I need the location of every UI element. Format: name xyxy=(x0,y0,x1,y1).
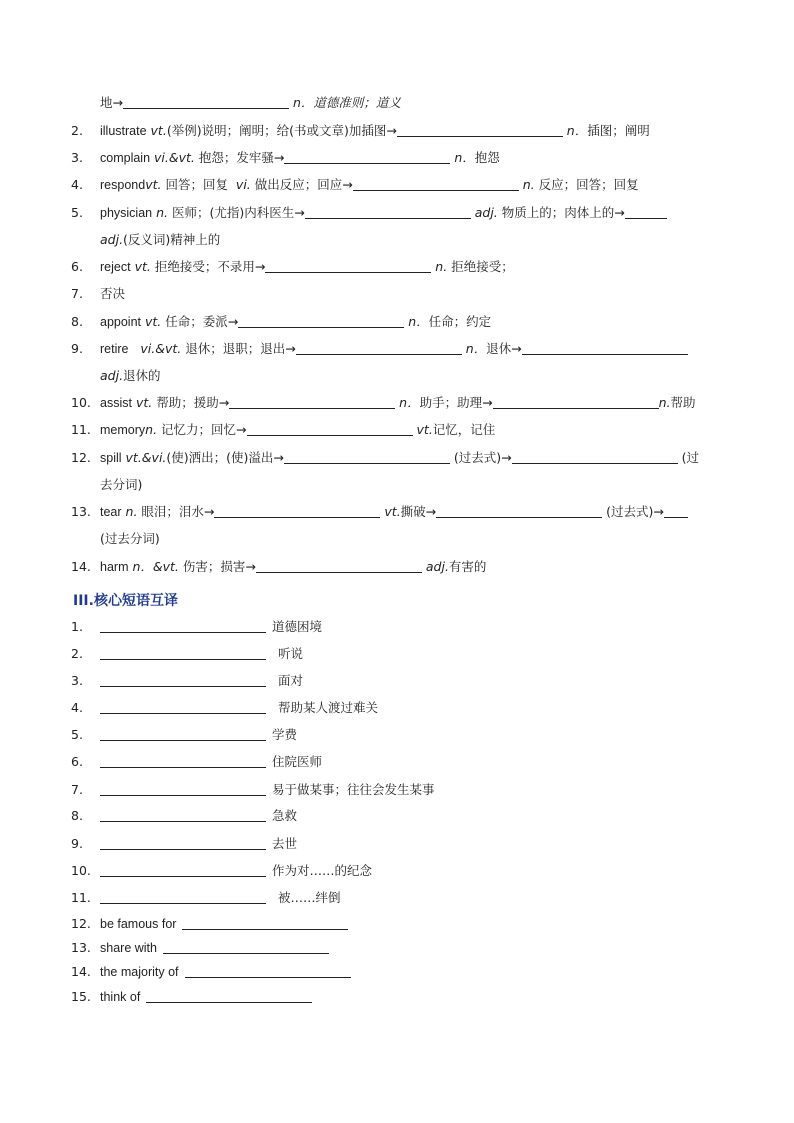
answer-blank[interactable] xyxy=(522,340,688,355)
suffix-meaning: 反应；回答；回复 xyxy=(538,177,639,192)
suffix-pos: vt. xyxy=(416,422,433,437)
answer-blank[interactable] xyxy=(100,781,266,796)
word: illustrate xyxy=(100,124,147,138)
suffix-pos: n. xyxy=(435,259,448,274)
phrase-text: 住院医师 xyxy=(272,754,323,769)
suffix-meaning: 撕破→ xyxy=(400,504,437,519)
suffix-meaning: 助手；助理→ xyxy=(419,395,493,410)
item-number: 2. xyxy=(71,123,83,138)
part-of-speech: vt. xyxy=(134,259,151,274)
phrase-text: 被……绊倒 xyxy=(278,890,341,905)
word: tear xyxy=(100,505,122,519)
phrase-text: 听说 xyxy=(278,646,304,661)
section-heading: III.核心短语互译 xyxy=(73,593,178,609)
suffix-meaning: (过去式)→ xyxy=(453,450,512,465)
answer-blank[interactable] xyxy=(146,988,312,1003)
item-number: 11. xyxy=(71,422,91,437)
end-meaning: 帮助 xyxy=(670,395,696,410)
item-number: 4. xyxy=(71,700,83,715)
phrase-content xyxy=(100,861,372,881)
answer-blank[interactable] xyxy=(100,618,266,633)
phrase-content xyxy=(100,806,297,826)
item-text: 否决 xyxy=(100,286,126,301)
suffix-pos: n． xyxy=(465,341,487,356)
meaning-2: 做出反应；回应→ xyxy=(254,177,353,192)
item-number: 8. xyxy=(71,808,83,823)
meaning: 任命；委派→ xyxy=(165,314,239,329)
answer-blank[interactable] xyxy=(256,558,422,573)
phrase-text: 学费 xyxy=(272,727,298,742)
answer-blank[interactable] xyxy=(123,94,289,109)
answer-blank[interactable] xyxy=(214,503,380,518)
item-number: 15. xyxy=(71,989,91,1004)
phrase-text: share with xyxy=(100,941,157,955)
suffix-meaning: 插图；阐明 xyxy=(587,123,650,138)
answer-blank[interactable] xyxy=(100,862,266,877)
answer-blank[interactable] xyxy=(100,672,266,687)
phrase-text: 急救 xyxy=(272,808,298,823)
meaning: 眼泪；泪水→ xyxy=(141,504,215,519)
word: memory xyxy=(100,423,146,437)
phrase-content xyxy=(100,834,297,854)
item-number: 10. xyxy=(71,395,91,410)
suffix-pos: vt. xyxy=(384,504,401,519)
word: respond xyxy=(100,178,146,192)
answer-blank[interactable] xyxy=(265,258,431,273)
answer-blank[interactable] xyxy=(100,889,266,904)
word-item-text: 地→ n．道德准则；道义 xyxy=(100,95,401,110)
phrase-text: 去世 xyxy=(272,836,298,851)
meaning: (举例)说明；阐明；给(书或文章)加插图→ xyxy=(166,123,397,138)
answer-blank[interactable] xyxy=(284,149,450,164)
word: harm xyxy=(100,560,129,574)
item-number: 4. xyxy=(71,177,83,192)
answer-blank[interactable] xyxy=(436,503,602,518)
line2-meaning: 退休的 xyxy=(123,368,161,383)
word: appoint xyxy=(100,315,142,329)
phrase-text: be famous for xyxy=(100,917,177,931)
phrase-text: 道德困境 xyxy=(272,619,323,634)
suffix-pos: n． xyxy=(408,314,429,329)
phrase-content xyxy=(100,752,322,772)
phrase-content xyxy=(100,617,322,637)
answer-blank[interactable] xyxy=(512,449,678,464)
answer-blank[interactable] xyxy=(296,340,462,355)
word: spill xyxy=(100,451,122,465)
answer-blank[interactable] xyxy=(353,176,519,191)
item-number: 12. xyxy=(71,916,91,931)
item-number: 9. xyxy=(71,341,83,356)
item-number: 2. xyxy=(71,646,83,661)
item-number: 7. xyxy=(71,286,83,301)
item-number: 1. xyxy=(71,619,83,634)
phrase-content xyxy=(100,671,303,691)
answer-blank[interactable] xyxy=(100,699,266,714)
phrase-content xyxy=(100,987,312,1007)
word: physician xyxy=(100,206,153,220)
answer-blank[interactable] xyxy=(247,421,413,436)
part-of-speech: vi.&vt. xyxy=(154,150,195,165)
phrase-content xyxy=(100,962,351,982)
line2-meaning: 去分词) xyxy=(100,477,143,492)
item-number: 8. xyxy=(71,314,83,329)
suffix-meaning: 抱怨 xyxy=(474,150,500,165)
item-number: 5. xyxy=(71,727,83,742)
meaning: 抱怨；发牢骚→ xyxy=(198,150,285,165)
meaning: 伤害；损害→ xyxy=(182,559,256,574)
line2-meaning: (过去分词) xyxy=(100,531,160,546)
line2-pos: adj. xyxy=(100,368,124,383)
end-meaning: (过 xyxy=(681,450,699,465)
answer-blank[interactable] xyxy=(163,939,329,954)
part-of-speech: n. xyxy=(125,504,138,519)
answer-blank[interactable] xyxy=(100,835,266,850)
phrase-content xyxy=(100,914,348,934)
phrase-content xyxy=(100,725,297,745)
meaning: 医师；(尤指)内科医生→ xyxy=(172,205,305,220)
word: complain xyxy=(100,151,151,165)
item-number: 6. xyxy=(71,754,83,769)
meaning: (使)洒出；(使)溢出→ xyxy=(166,450,284,465)
answer-blank[interactable] xyxy=(182,915,348,930)
item-number: 11. xyxy=(71,890,91,905)
suffix-pos: adj. xyxy=(474,205,498,220)
end-meaning: (过去式)→ xyxy=(606,504,664,519)
part-of-speech: vt. xyxy=(145,177,162,192)
suffix-pos: n． xyxy=(399,395,420,410)
answer-blank[interactable] xyxy=(625,204,667,219)
part-of-speech: n. xyxy=(156,205,169,220)
suffix-meaning: 物质上的；肉体上的→ xyxy=(501,205,625,220)
answer-blank[interactable] xyxy=(100,645,266,660)
suffix-meaning: 拒绝接受； xyxy=(451,259,514,274)
answer-blank[interactable] xyxy=(100,726,266,741)
item-number: 3. xyxy=(71,673,83,688)
item-number: 13. xyxy=(71,940,91,955)
answer-blank[interactable] xyxy=(100,807,266,822)
answer-blank[interactable] xyxy=(238,313,404,328)
suffix-pos: n． xyxy=(454,150,475,165)
part-of-speech: n．&vt. xyxy=(132,559,179,574)
phrase-content xyxy=(100,644,303,664)
answer-blank[interactable] xyxy=(100,753,266,768)
phrase-content xyxy=(100,938,329,958)
part-of-speech: vt. xyxy=(150,123,167,138)
meaning: 记忆力；回忆→ xyxy=(161,422,247,437)
answer-blank[interactable] xyxy=(305,204,471,219)
item-number: 6. xyxy=(71,259,83,274)
part-of-speech-2: vi. xyxy=(235,177,251,192)
suffix-meaning: 退休→ xyxy=(486,341,522,356)
phrase-content xyxy=(100,698,378,718)
word: reject xyxy=(100,260,131,274)
suffix-pos: n． xyxy=(566,123,588,138)
part-of-speech: n. xyxy=(145,422,158,437)
item-number: 14. xyxy=(71,559,91,574)
phrase-text: 作为对……的纪念 xyxy=(272,863,373,878)
answer-blank[interactable] xyxy=(397,122,563,137)
meaning: 退休；退职；退出→ xyxy=(185,341,296,356)
item-number: 10. xyxy=(71,863,91,878)
phrase-text: the majority of xyxy=(100,965,179,979)
phrase-text: 易于做某事；往往会发生某事 xyxy=(272,782,435,797)
meaning: 帮助；援助→ xyxy=(156,395,230,410)
line2-pos: adj. xyxy=(100,232,124,247)
suffix-pos: adj. xyxy=(425,559,449,574)
phrase-content xyxy=(100,780,435,800)
item-number: 12. xyxy=(71,450,91,465)
suffix-meaning: 记忆，记住 xyxy=(432,422,496,437)
suffix-pos: n. xyxy=(522,177,535,192)
meaning: 回答；回复 xyxy=(165,177,228,192)
word: assist xyxy=(100,396,132,410)
answer-blank[interactable] xyxy=(284,449,450,464)
item-number: 7. xyxy=(71,782,83,797)
suffix-meaning: 任命；约定 xyxy=(428,314,492,329)
answer-blank[interactable] xyxy=(229,394,395,409)
phrase-text: 帮助某人渡过难关 xyxy=(278,700,379,715)
answer-blank[interactable] xyxy=(664,503,688,518)
part-of-speech: vi.&vt. xyxy=(140,341,182,356)
item-number: 9. xyxy=(71,836,83,851)
line2-meaning: (反义词)精神上的 xyxy=(123,232,221,247)
meaning: 拒绝接受；不录用→ xyxy=(154,259,266,274)
phrase-text: 面对 xyxy=(278,673,304,688)
answer-blank[interactable] xyxy=(185,963,351,978)
part-of-speech: vt. xyxy=(145,314,162,329)
phrase-text: think of xyxy=(100,990,141,1004)
word: retire xyxy=(100,342,129,356)
item-number: 5. xyxy=(71,205,83,220)
part-of-speech: vt.&vi. xyxy=(125,450,167,465)
answer-blank[interactable] xyxy=(493,394,659,409)
end-pos: n. xyxy=(658,395,671,410)
suffix-meaning: 有害的 xyxy=(448,559,487,574)
part-of-speech: vt. xyxy=(135,395,153,410)
item-number: 3. xyxy=(71,150,83,165)
item-number: 14. xyxy=(71,964,91,979)
phrase-content xyxy=(100,888,341,908)
item-number: 13. xyxy=(71,504,91,519)
